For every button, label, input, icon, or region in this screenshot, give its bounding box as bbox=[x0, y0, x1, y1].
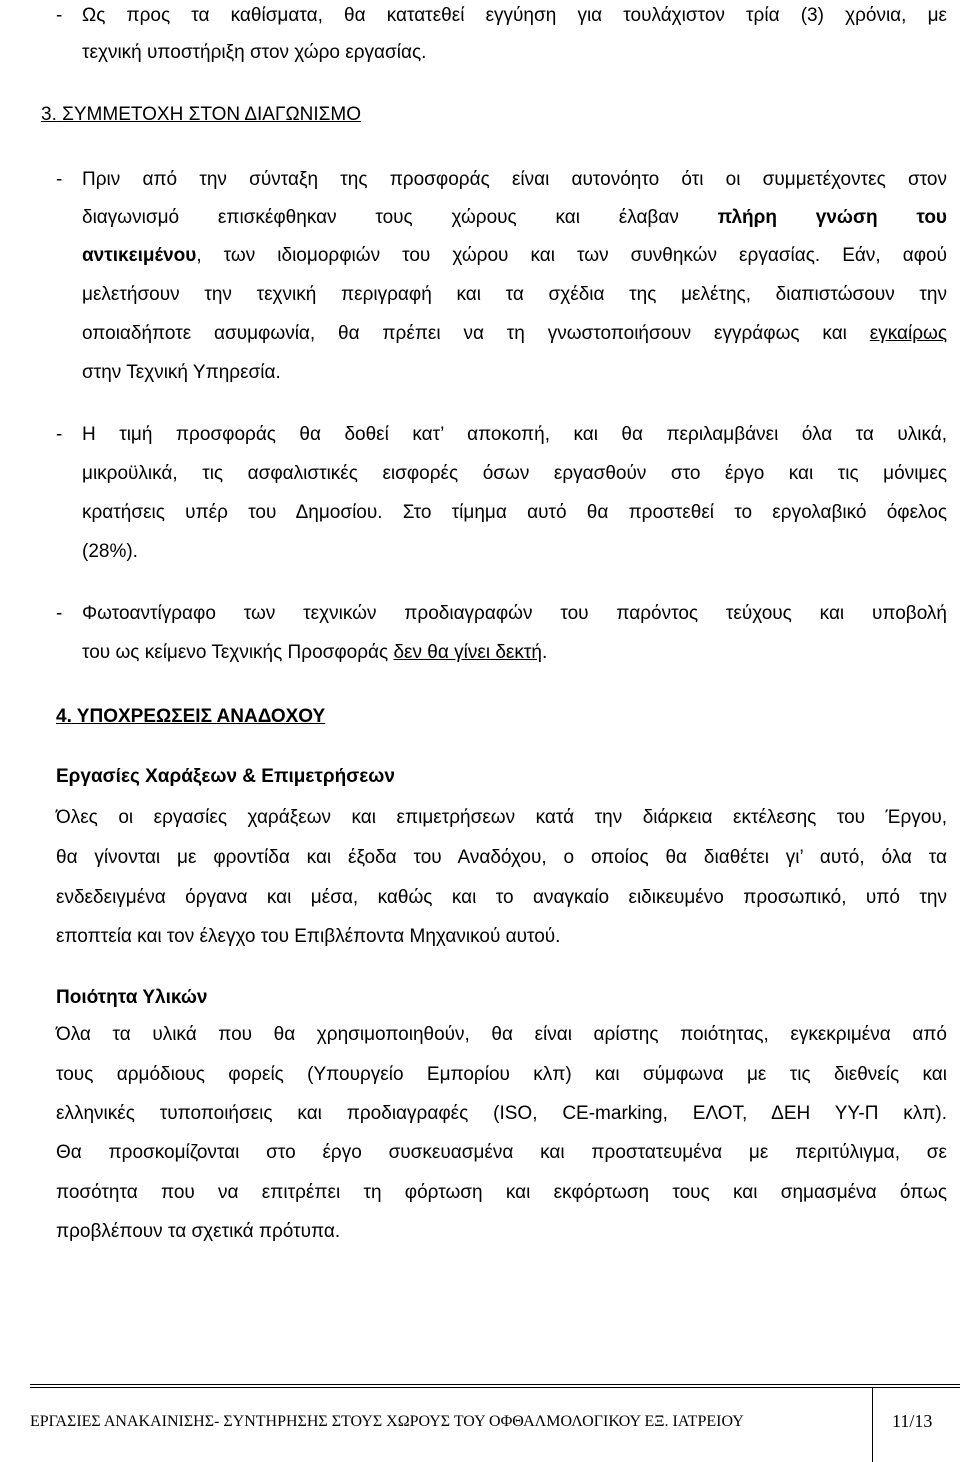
s3-p1-bold-word: αντικειμένου bbox=[82, 245, 197, 266]
s3-p1-line-5 bbox=[82, 321, 947, 347]
footer-rule bbox=[30, 1384, 960, 1385]
s3-p1-line-3 bbox=[82, 243, 947, 269]
s4-sub2-line-1: Όλα τα υλικά που θα χρησιμοποιηθούν, θα είναι αρίστης ποιότητας, εγκεκριμένα από bbox=[56, 1024, 947, 1045]
intro-line-2: τεχνική υποστήριξη στον χώρο εργασίας. bbox=[82, 42, 427, 63]
s3-p1-line-3-text: , των ιδιομορφιών του χώρου και των συνθηκών εργασίας. Εάν, αφού bbox=[196, 245, 947, 266]
section-4-number: 4. bbox=[56, 706, 72, 727]
bullet-dash: - bbox=[56, 603, 63, 624]
s3-p1-underlined-word: εγκαίρως bbox=[869, 323, 947, 344]
s3-p3-period: . bbox=[541, 642, 548, 663]
subheading-materials-quality: Ποιότητα Υλικών bbox=[56, 987, 208, 1008]
bullet-dash: - bbox=[56, 169, 63, 190]
s3-p1-line-5-text: οποιαδήποτε ασυμφωνία, θα πρέπει να τη γνωστοποιήσουν εγγράφως και bbox=[82, 323, 847, 344]
intro-line-1: Ως προς τα καθίσματα, θα κατατεθεί εγγύηση για τουλάχιστον τρία (3) χρόνια, με bbox=[82, 5, 947, 26]
s3-p3-line-2-text: του ως κείμενο Τεχνικής Προσφοράς bbox=[82, 642, 389, 663]
s3-p2-line-3: κρατήσεις υπέρ του Δημοσίου. Στο τίμημα αυτό θα προστεθεί το εργολαβικό όφελος bbox=[82, 502, 947, 523]
s3-p3-line-1: Φωτοαντίγραφο των τεχνικών προδιαγραφών του παρόντος τεύχους και υποβολή bbox=[82, 603, 947, 624]
s4-sub2-line-5: ποσότητα που να επιτρέπει τη φόρτωση και εκφόρτωση τους και σημασμένα όπως bbox=[56, 1182, 947, 1203]
s4-sub1-line-3: ενδεδειγμένα όργανα και μέσα, καθώς και το αναγκαίο ειδικευμένο προσωπικό, υπό την bbox=[56, 887, 947, 908]
s3-p1-line-2 bbox=[82, 205, 947, 231]
footer-divider bbox=[872, 1388, 873, 1462]
s3-p2-line-2: μικροϋλικά, τις ασφαλιστικές εισφορές όσων εργασθούν στο έργο και τις μόνιμες bbox=[82, 463, 947, 484]
subheading-surveying: Εργασίες Χαράξεων & Επιμετρήσεων bbox=[56, 766, 395, 787]
s4-sub1-line-1: Όλες οι εργασίες χαράξεων και επιμετρήσεων κατά την διάρκεια εκτέλεσης του Έργου, bbox=[56, 807, 947, 828]
s3-p1-line-2-text: διαγωνισμό επισκέφθηκαν τους χώρους και έλαβαν bbox=[82, 207, 679, 228]
s3-p1-line-1: Πριν από την σύνταξη της προσφοράς είναι αυτονόητο ότι οι συμμετέχοντες στον bbox=[82, 169, 947, 190]
section-3-title: ΣΥΜΜΕΤΟΧΗ ΣΤΟΝ ΔΙΑΓΩΝΙΣΜΟ bbox=[62, 104, 362, 125]
s4-sub1-line-2: θα γίνονται με φροντίδα και έξοδα του Αναδόχου, ο οποίος θα διαθέτει γι’ αυτό, όλα τα bbox=[56, 847, 947, 868]
s3-p2-line-4: (28%). bbox=[82, 541, 138, 562]
section-3-number: 3. bbox=[41, 104, 57, 125]
bullet-dash: - bbox=[56, 424, 63, 445]
section-4-title: ΥΠΟΧΡΕΩΣΕΙΣ ΑΝΑΔΟΧΟΥ bbox=[76, 706, 326, 727]
bullet-dash: - bbox=[56, 5, 63, 26]
section-4-heading bbox=[56, 704, 325, 730]
s4-sub1-line-4: εποπτεία και τον έλεγχο του Επιβλέποντα Μηχανικού αυτού. bbox=[56, 926, 561, 947]
footer-rule bbox=[30, 1387, 960, 1388]
s3-p3-line-2 bbox=[82, 640, 947, 666]
s4-sub2-line-2: τους αρμόδιους φορείς (Υπουργείο Εμπορίου κλπ) και σύμφωνα με τις διεθνείς και bbox=[56, 1064, 947, 1085]
page-number: 11/13 bbox=[892, 1411, 933, 1431]
s3-p2-line-1: Η τιμή προσφοράς θα δοθεί κατ’ αποκοπή, και θα περιλαμβάνει όλα τα υλικά, bbox=[82, 424, 947, 445]
s3-p3-underlined-phrase: δεν θα γίνει δεκτή bbox=[393, 642, 542, 663]
s4-sub2-line-6: προβλέπουν τα σχετικά πρότυπα. bbox=[56, 1221, 341, 1242]
s3-p1-bold-phrase: πλήρη γνώση του bbox=[717, 207, 947, 228]
section-3-heading bbox=[41, 102, 361, 128]
s4-sub2-line-4: Θα προσκομίζονται στο έργο συσκευασμένα και προστατευμένα με περιτύλιγμα, σε bbox=[56, 1142, 947, 1163]
footer-title: ΕΡΓΑΣΙΕΣ ΑΝΑΚΑΙΝΙΣΗΣ- ΣΥΝΤΗΡΗΣΗΣ ΣΤΟΥΣ ΧΩΡΟΥΣ ΤΟΥ ΟΦΘΑΛΜΟΛΟΓΙΚΟΥ ΕΞ. ΙΑΤΡΕΙΟΥ bbox=[30, 1413, 744, 1430]
s3-p1-line-6: στην Τεχνική Υπηρεσία. bbox=[82, 362, 281, 383]
s4-sub2-line-3: ελληνικές τυποποιήσεις και προδιαγραφές (ISO, CE-marking, ΕΛΟΤ, ΔΕΗ ΥΥ-Π κλπ). bbox=[56, 1103, 947, 1124]
s3-p1-line-4: μελετήσουν την τεχνική περιγραφή και τα σχέδια της μελέτης, διαπιστώσουν την bbox=[82, 284, 947, 305]
